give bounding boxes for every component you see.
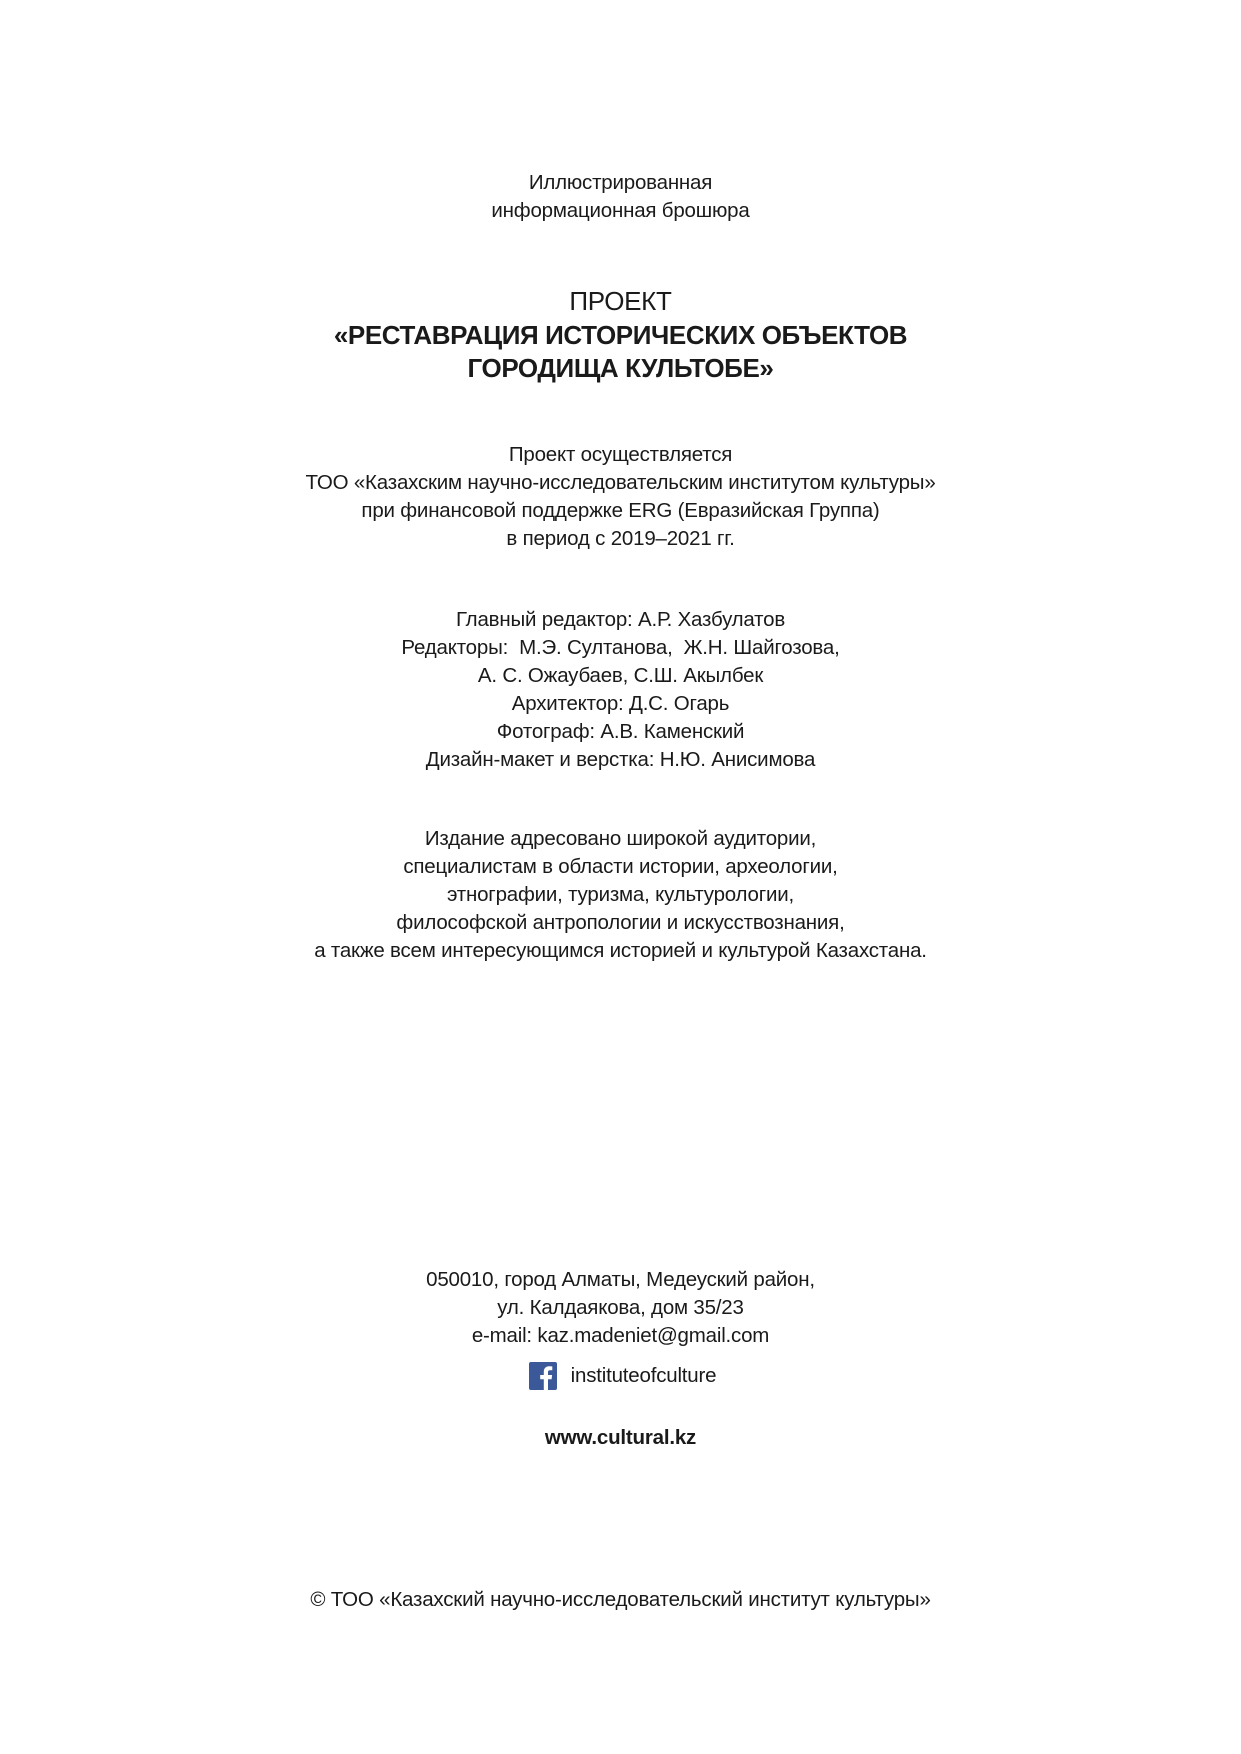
website[interactable] — [0, 1424, 1241, 1452]
publication-type — [0, 169, 1241, 225]
audience-line: Издание адресовано широкой аудитории, — [424, 827, 817, 850]
implementation-info — [0, 441, 1241, 553]
implementation-line: в период с 2019–2021 гг. — [506, 527, 735, 550]
facebook-icon[interactable] — [529, 1362, 557, 1390]
project-title-line: ГОРОДИЩА КУЛЬТОБЕ» — [467, 353, 774, 383]
project-title — [0, 319, 1241, 385]
credits-line: Дизайн-макет и верстка: Н.Ю. Анисимова — [425, 748, 816, 771]
address — [0, 1266, 1241, 1350]
social-handle[interactable]: institutеofculture — [570, 1364, 717, 1387]
audience-statement — [0, 825, 1241, 965]
email-line[interactable]: e-mail: kaz.madeniet@gmail.com — [471, 1324, 770, 1347]
credits-line: Фотограф: А.В. Каменский — [496, 720, 745, 743]
audience-line: а также всем интересующимся историей и культурой Казахстана. — [314, 939, 927, 962]
website-link[interactable]: www.cultural.kz — [544, 1426, 697, 1449]
credits-line: Главный редактор: А.Р. Хазбулатов — [455, 608, 786, 631]
publication-type-line: Иллюстрированная — [528, 171, 713, 194]
copyright — [0, 1586, 1241, 1614]
implementation-line: Проект осуществляется — [508, 443, 733, 466]
implementation-line: ТОО «Казахским научно-исследовательским институтом культуры» — [305, 471, 936, 494]
credits-line: А. С. Ожаубаев, С.Ш. Акылбек — [477, 664, 764, 687]
audience-line: специалистам в области истории, археологии, — [403, 855, 838, 878]
copyright-line: © ТОО «Казахский научно-исследовательский институт культуры» — [310, 1588, 931, 1611]
credits-line: Редакторы: М.Э. Султанова, Ж.Н. Шайгозова, — [401, 636, 840, 659]
social-link[interactable] — [0, 1360, 1241, 1392]
project-label: ПРОЕКТ — [569, 286, 672, 316]
audience-line: философской антропологии и искусствознания, — [396, 911, 845, 934]
publication-type-line: информационная брошюра — [491, 199, 750, 222]
credits-line: Архитектор: Д.С. Огарь — [511, 692, 730, 715]
address-line: ул. Калдаякова, дом 35/23 — [497, 1296, 744, 1319]
implementation-line: при финансовой поддержке ERG (Евразийская Группа) — [361, 499, 880, 522]
address-line: 050010, город Алматы, Медеуский район, — [426, 1268, 815, 1291]
audience-line: этнографии, туризма, культурологии, — [446, 883, 795, 906]
credits — [0, 606, 1241, 774]
project-title-line: «РЕСТАВРАЦИЯ ИСТОРИЧЕСКИХ ОБЪЕКТОВ — [333, 320, 908, 350]
